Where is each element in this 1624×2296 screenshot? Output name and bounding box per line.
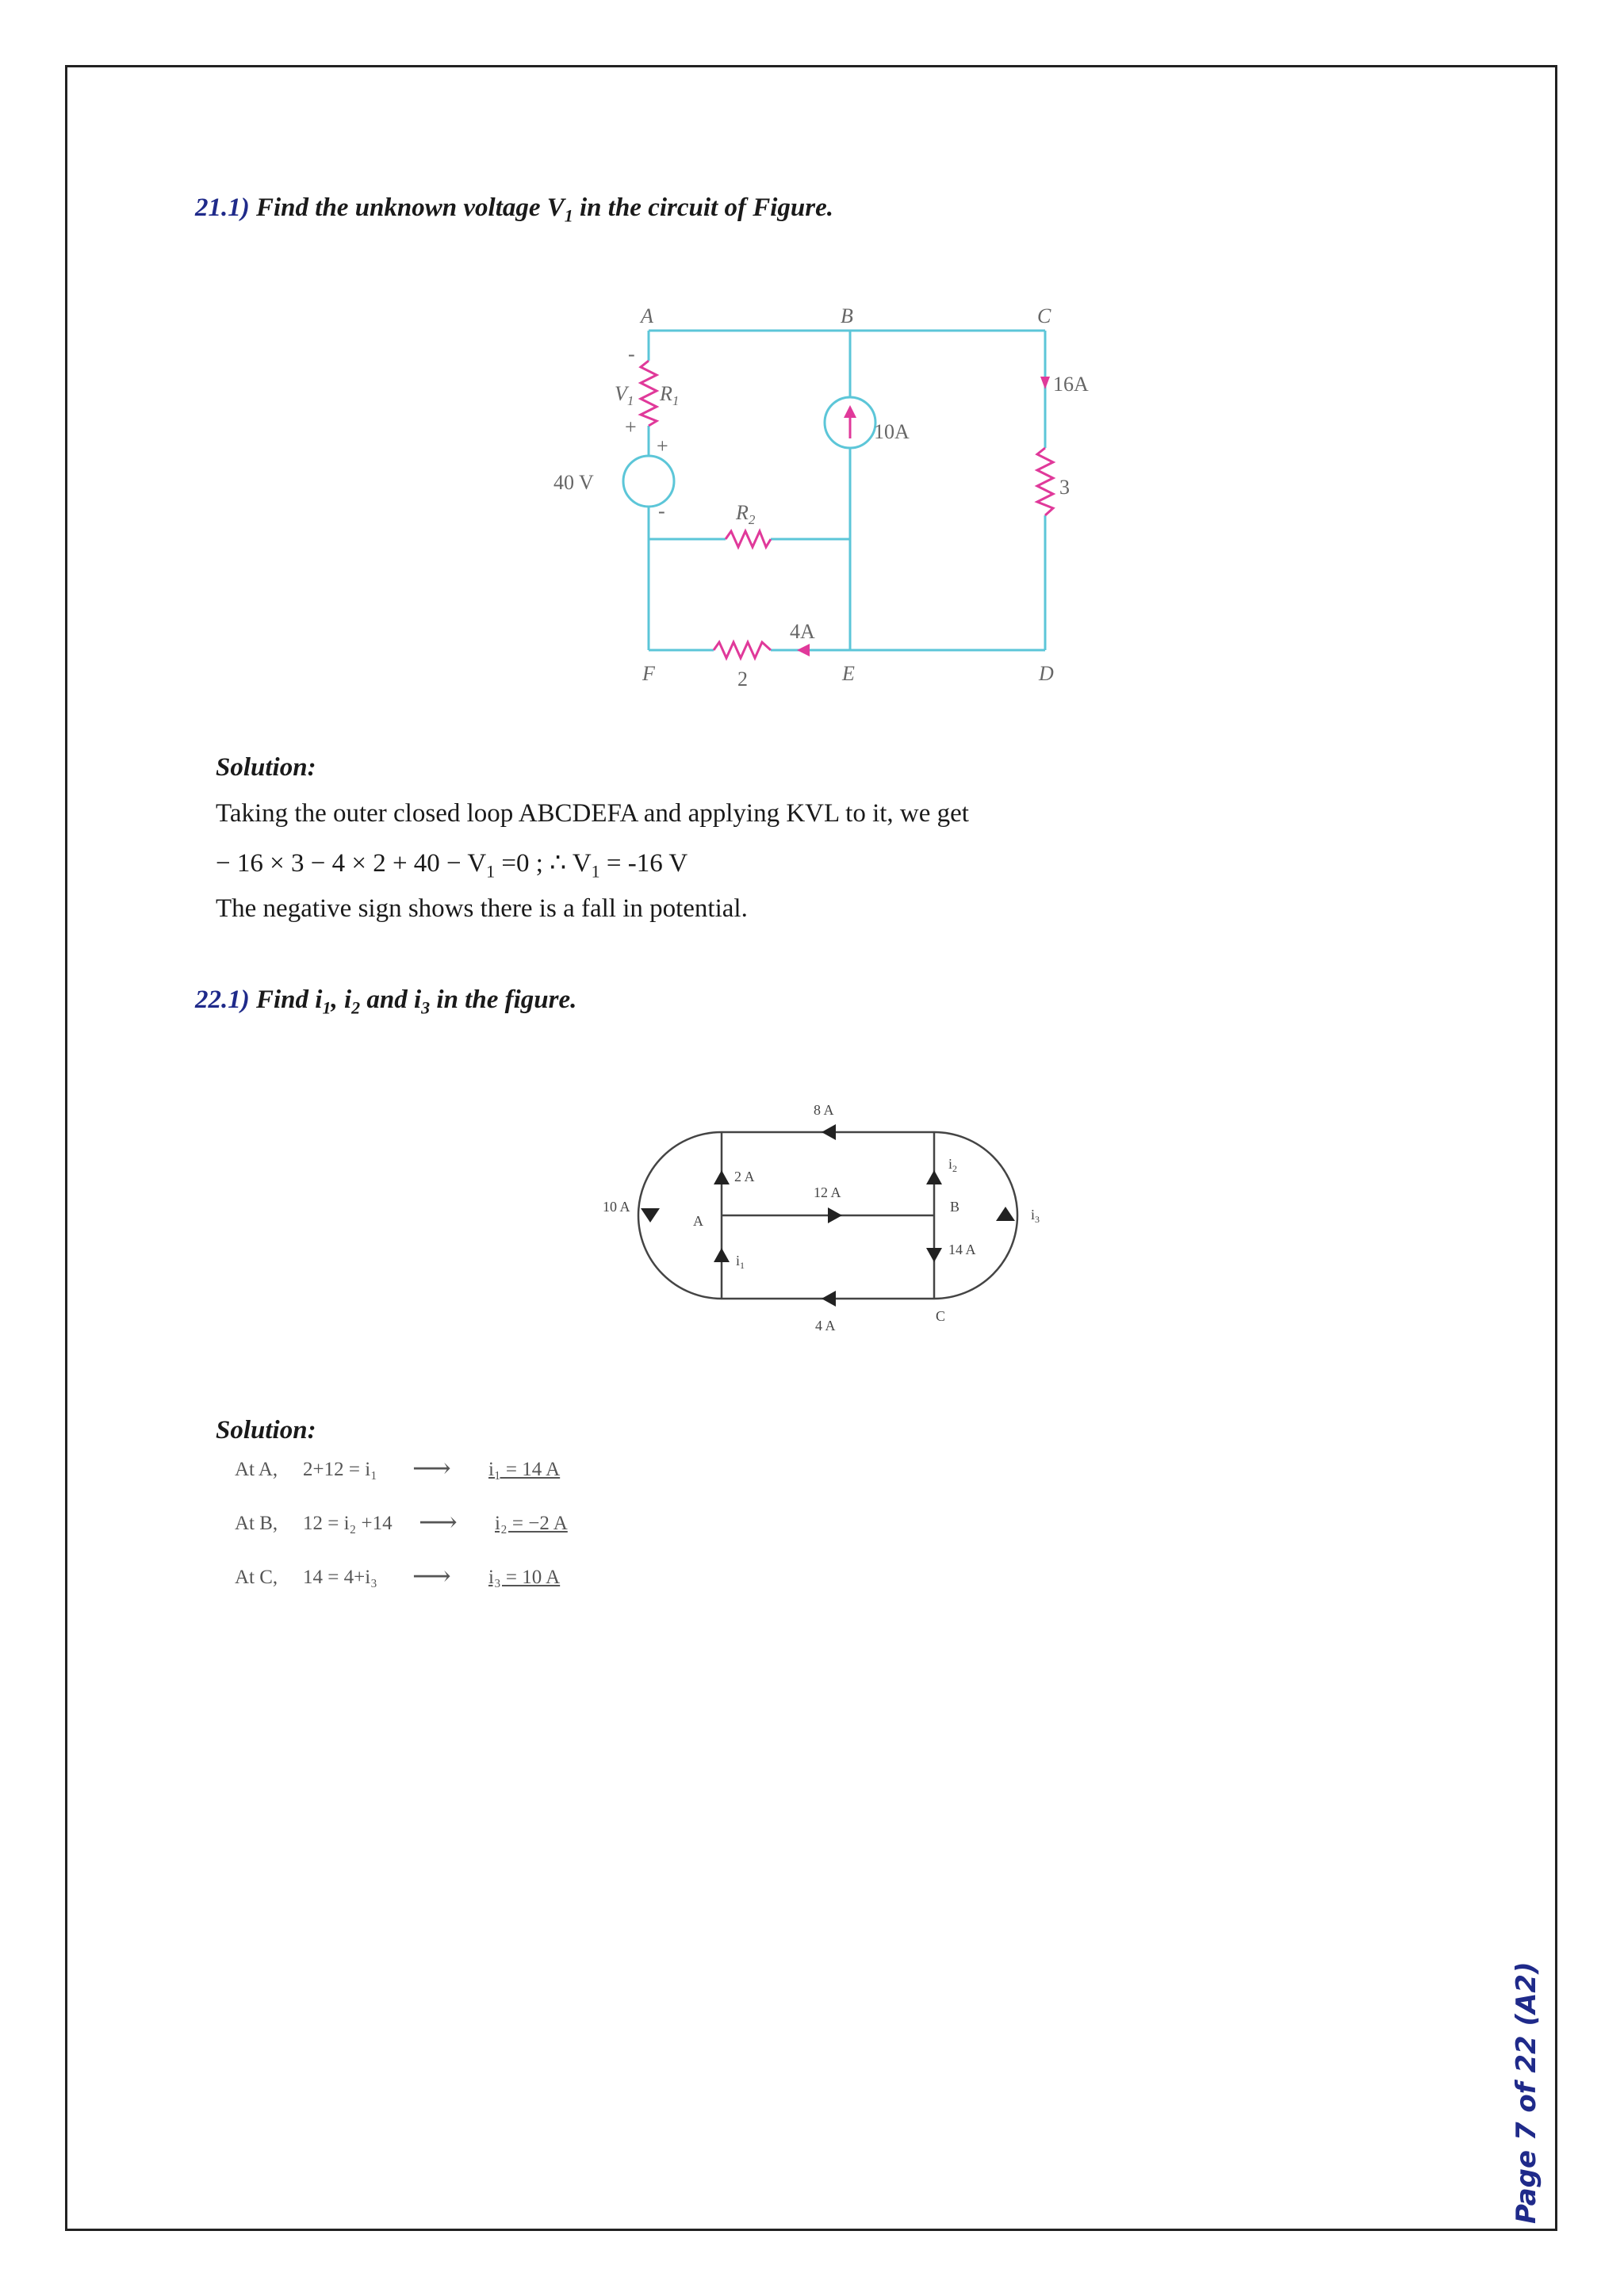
circuit-figure-1 [539,297,1110,702]
source-40v-label: 40 V [553,471,594,494]
question-subscript: 1 [564,205,573,226]
label-i3: $i_3$ [1031,1207,1040,1225]
question-text: Find the unknown voltage V [256,193,565,222]
node-a-label: A [641,304,653,327]
current-4a-label: 4A [790,620,815,643]
source-minus: - [658,499,665,522]
label-8a: 8 A [814,1102,834,1118]
node-a-label-2: A [693,1213,703,1229]
v1-minus: - [628,342,635,365]
source-plus: + [657,434,668,457]
label-4a: 4 A [815,1318,836,1334]
question-number: 21.1) [195,193,250,222]
node-e-label: E [842,662,855,685]
source-10a-label: 10A [874,420,910,443]
solution-heading-2: Solution: [216,1416,316,1445]
label-10a: 10 A [603,1199,630,1215]
r1-label: $R_1$ [660,382,680,408]
node-d-label: D [1039,662,1054,685]
question-22-1: 22.1) Find $i_1$, $i_2$ and $i_3$ in the figure. [195,985,577,1018]
node-c-label: C [1037,304,1051,327]
current-16a-label: 16A [1053,373,1089,396]
label-i2: $i_2$ [948,1156,958,1174]
question-21-1 [195,193,833,227]
resistor-2-label: 2 [737,668,748,691]
label-i1: $i_1$ [736,1253,745,1271]
solution-heading-1: Solution: [216,753,316,782]
node-f-label: F [642,662,655,685]
node-b-label: B [841,304,853,327]
solution-line-1: Taking the outer closed loop ABCDEFA and applying KVL to it, we get [216,799,969,828]
label-12a: 12 A [814,1184,841,1200]
label-14a: 14 A [948,1242,976,1257]
current-network-figure-2 [587,1086,1078,1348]
label-2a: 2 A [734,1169,755,1184]
solution-line-3: The negative sign shows there is a fall in potential. [216,894,748,923]
node-b-label-2: B [950,1199,960,1215]
question-text-end: in the circuit of Figure. [573,193,833,222]
resistor-3-label: 3 [1059,476,1070,499]
r2-label: $R_2$ [736,501,756,527]
solution-line-2: − $16 \times 3 - 4 \times 2 + 40 - V_1 =0$ ; ∴ $V_1 = -16$ V [216,849,688,882]
page-number: Page 7 of 22 (A2) [1511,1961,1542,2224]
question-number: 22.1) [195,985,250,1014]
v1-plus: + [625,415,637,438]
node-c-label-2: C [936,1308,946,1324]
v1-label: $V_1$ [615,382,634,408]
